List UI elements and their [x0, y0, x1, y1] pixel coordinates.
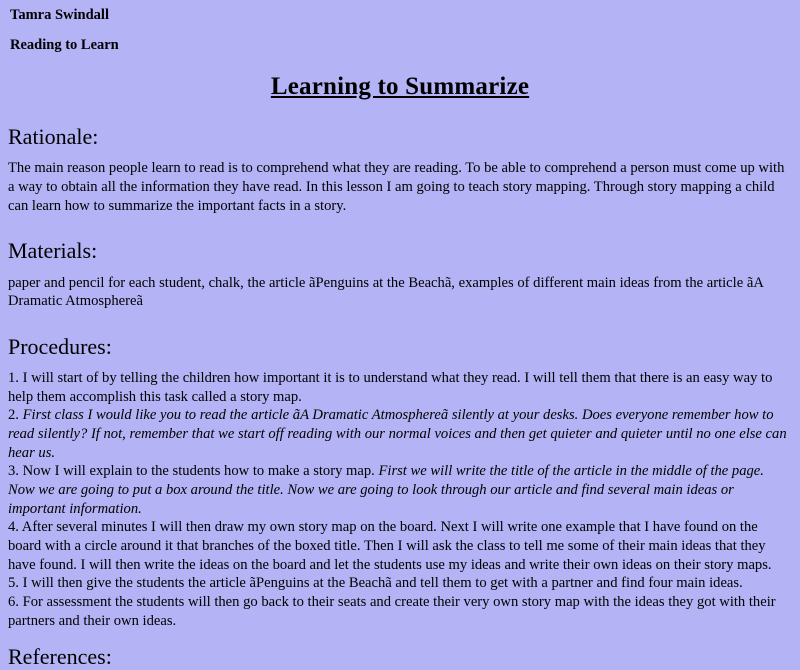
- page-title: Learning to Summarize: [270, 73, 530, 101]
- procedure-step-text: 3. Now I will explain to the students how to make a story map.: [8, 463, 379, 480]
- procedure-step: [8, 369, 792, 406]
- author-name: Tamra Swindall: [10, 7, 109, 23]
- procedure-step: [8, 406, 792, 462]
- procedure-step-text: 4. After several minutes I will then draw my own story map on the board. Next I will write one example that I have found on the board with a circle around it that branches of the boxed title. Then I will ask the class to tell me some of their main ideas that they have found. I will then write the ideas on the board and let the students use my ideas and write their own ideas on their story maps.: [8, 519, 772, 573]
- procedure-step: [8, 593, 792, 630]
- procedures-heading: Procedures:: [8, 333, 112, 359]
- rationale-heading: Rationale:: [8, 124, 99, 150]
- procedure-step-text: 5. I will then give the students the article ãPenguins at the Beachã and tell them to get with a partner and find four main ideas.: [8, 575, 743, 592]
- procedures-list: [8, 369, 792, 630]
- course-label: Reading to Learn: [10, 36, 119, 53]
- procedure-step-text: 2.: [8, 407, 23, 424]
- procedure-step-emphasis: First we will write the title of the article in the middle of the page. Now we are going to put a box around the title. Now we are going to look through our article and find several main ideas or important information.: [8, 463, 764, 517]
- procedure-step: [8, 462, 792, 518]
- procedure-step: [8, 574, 792, 593]
- rationale-text: The main reason people learn to read is to comprehend what they are reading. To be able to comprehend a person must come up with a way to obtain all the information they have read. In this lesson I am going to teach story mapping. Through story mapping a child can learn how to summarize the important facts in a story.: [8, 160, 785, 214]
- materials-heading: Materials:: [8, 238, 98, 264]
- procedure-step-emphasis: First class I would like you to read the article ãA Dramatic Atmosphereã silently at your desks. Does everyone remember how to read silently? If not, remember that we start off reading with our normal voices and then get quieter and quieter until no one else can hear us.: [8, 407, 787, 461]
- procedure-step-text: 6. For assessment the students will then go back to their seats and create their very own story map with the ideas they got with their partners and their own ideas.: [8, 594, 776, 629]
- materials-text: paper and pencil for each student, chalk, the article ãPenguins at the Beachã, examples of different main ideas from the article ãA Dramatic Atmosphereã: [8, 274, 764, 310]
- references-heading: References:: [8, 644, 112, 670]
- procedure-step: [8, 518, 792, 574]
- procedure-step-text: 1. I will start of by telling the children how important it is to understand what they read. I will tell them that there is an easy way to help them accomplish this task called a story map.: [8, 370, 773, 405]
